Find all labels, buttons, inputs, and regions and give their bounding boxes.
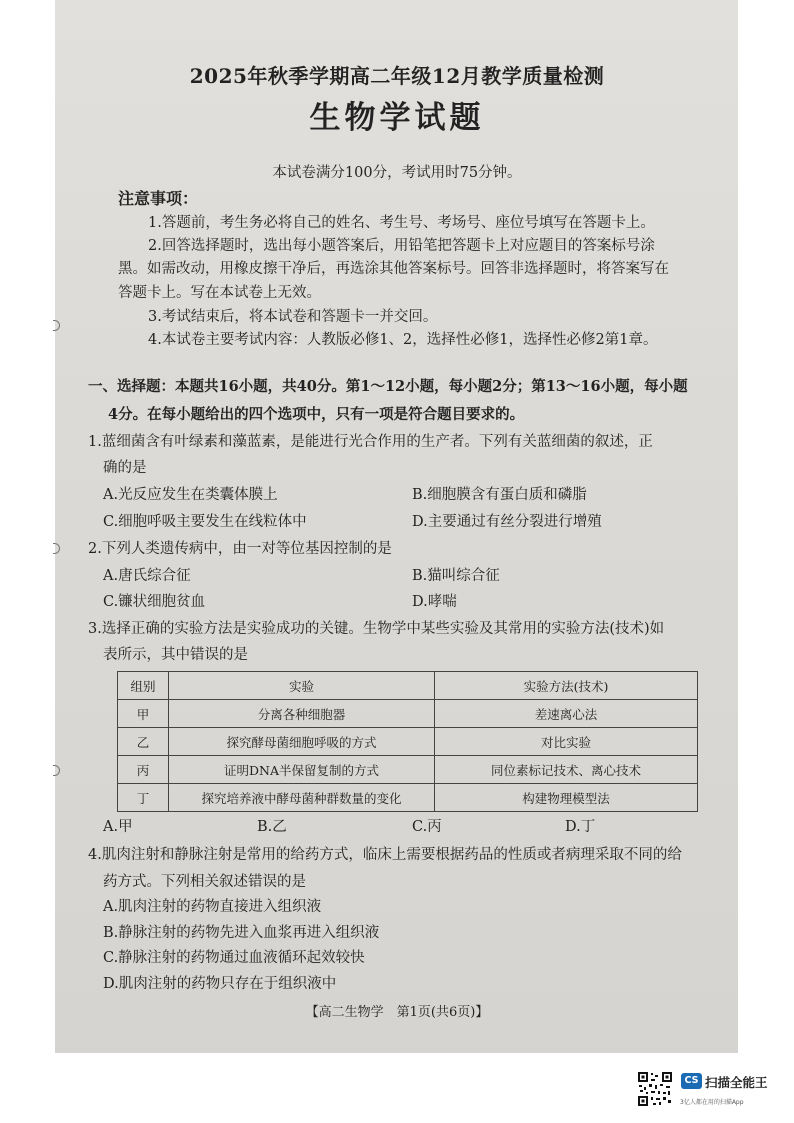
q1-option-d: D.主要通过有丝分裂进行增殖 (412, 514, 602, 530)
notice-line-6: 4.本试卷主要考试内容：人教版必修1、2，选择性必修1，选择性必修2第1章。 (148, 332, 658, 348)
table-row (118, 728, 698, 756)
q4-option-b: B.静脉注射的药物先进入血浆再进入组织液 (103, 925, 380, 941)
table-cell: 丙 (118, 756, 169, 784)
q3-option-c: C.丙 (412, 819, 442, 835)
notice-line-3: 黑。如需改动，用橡皮擦干净后，再选涂其他答案标号。回答非选择题时，将答案写在 (118, 261, 669, 277)
scanner-tagline: 3亿人都在用的扫描App (680, 1099, 744, 1106)
q1-option-b: B.细胞膜含有蛋白质和磷脂 (412, 487, 587, 503)
q4-stem-2: 药方式。下列相关叙述错误的是 (103, 874, 306, 890)
exam-title: 2025年秋季学期高二年级12月教学质量检测 (189, 64, 605, 88)
table-cell: 乙 (118, 728, 169, 756)
page-footer: 【高二生物学 第1页(共6页)】 (305, 1005, 489, 1020)
notice-line-1: 1.答题前，考生务必将自己的姓名、考生号、考场号、座位号填写在答题卡上。 (148, 215, 655, 231)
section-instruction-2: 4分。在每小题给出的四个选项中，只有一项是符合题目要求的。 (108, 406, 525, 423)
q3-stem-2: 表所示，其中错误的是 (103, 647, 248, 663)
table-cell: 分离各种细胞器 (169, 700, 435, 728)
q4-option-c: C.静脉注射的药物通过血液循环起效较快 (103, 950, 365, 966)
camscanner-logo-icon: CS (681, 1073, 702, 1089)
q2-option-b: B.猫叫综合征 (412, 568, 500, 584)
q2-option-d: D.哮喘 (412, 594, 457, 610)
score-info: 本试卷满分100分，考试用时75分钟。 (272, 165, 522, 181)
q3-option-a: A.甲 (103, 819, 133, 835)
q1-option-a: A.光反应发生在类囊体膜上 (103, 487, 278, 503)
q4-option-d: D.肌肉注射的药物只存在于组织液中 (103, 976, 337, 992)
notice-line-2: 2.回答选择题时，选出每小题答案后，用铅笔把答题卡上对应题目的答案标号涂 (148, 238, 655, 254)
table-cell: 证明DNA半保留复制的方式 (169, 756, 435, 784)
q3-option-b: B.乙 (257, 819, 287, 835)
q2-option-a: A.唐氏综合征 (103, 568, 191, 584)
q2-stem: 2.下列人类遗传病中，由一对等位基因控制的是 (88, 541, 392, 557)
table-cell: 构建物理模型法 (435, 784, 698, 812)
table-cell: 同位素标记技术、离心技术 (435, 756, 698, 784)
scanner-app-name: 扫描全能王 (705, 1075, 768, 1090)
qr-code-icon (637, 1071, 673, 1107)
q4-stem-1: 4.肌肉注射和静脉注射是常用的给药方式，临床上需要根据药品的性质或者病理采取不同的给 (88, 847, 682, 863)
q1-stem-1: 1.蓝细菌含有叶绿素和藻蓝素，是能进行光合作用的生产者。下列有关蓝细菌的叙述，正 (88, 434, 653, 450)
notice-heading: 注意事项： (118, 189, 199, 208)
table-header: 实验方法(技术) (435, 672, 698, 700)
notice-line-5: 3.考试结束后，将本试卷和答题卡一并交回。 (148, 309, 438, 325)
table-header: 实验 (169, 672, 435, 700)
table-cell: 差速离心法 (435, 700, 698, 728)
q3-option-d: D.丁 (565, 819, 596, 835)
q3-stem-1: 3.选择正确的实验方法是实验成功的关键。生物学中某些实验及其常用的实验方法(技术)如 (88, 621, 665, 637)
experiment-table (117, 671, 698, 812)
table-cell: 甲 (118, 700, 169, 728)
table-row (118, 700, 698, 728)
table-row (118, 756, 698, 784)
q1-option-c: C.细胞呼吸主要发生在线粒体中 (103, 514, 307, 530)
q4-option-a: A.肌肉注射的药物直接进入组织液 (103, 899, 322, 915)
exam-subject: 生物学试题 (309, 100, 485, 136)
table-header: 组别 (118, 672, 169, 700)
table-cell: 探究酵母菌细胞呼吸的方式 (169, 728, 435, 756)
table-cell: 探究培养液中酵母菌种群数量的变化 (169, 784, 435, 812)
table-cell: 丁 (118, 784, 169, 812)
notice-line-4: 答题卡上。写在本试卷上无效。 (118, 285, 321, 301)
table-header-row (118, 672, 698, 700)
q2-option-c: C.镰状细胞贫血 (103, 594, 206, 610)
table-cell: 对比实验 (435, 728, 698, 756)
section-instruction-1: 一、选择题：本题共16小题，共40分。第1～12小题，每小题2分；第13～16小题，每小题 (88, 378, 688, 395)
table-row (118, 784, 698, 812)
q1-stem-2: 确的是 (103, 460, 147, 476)
